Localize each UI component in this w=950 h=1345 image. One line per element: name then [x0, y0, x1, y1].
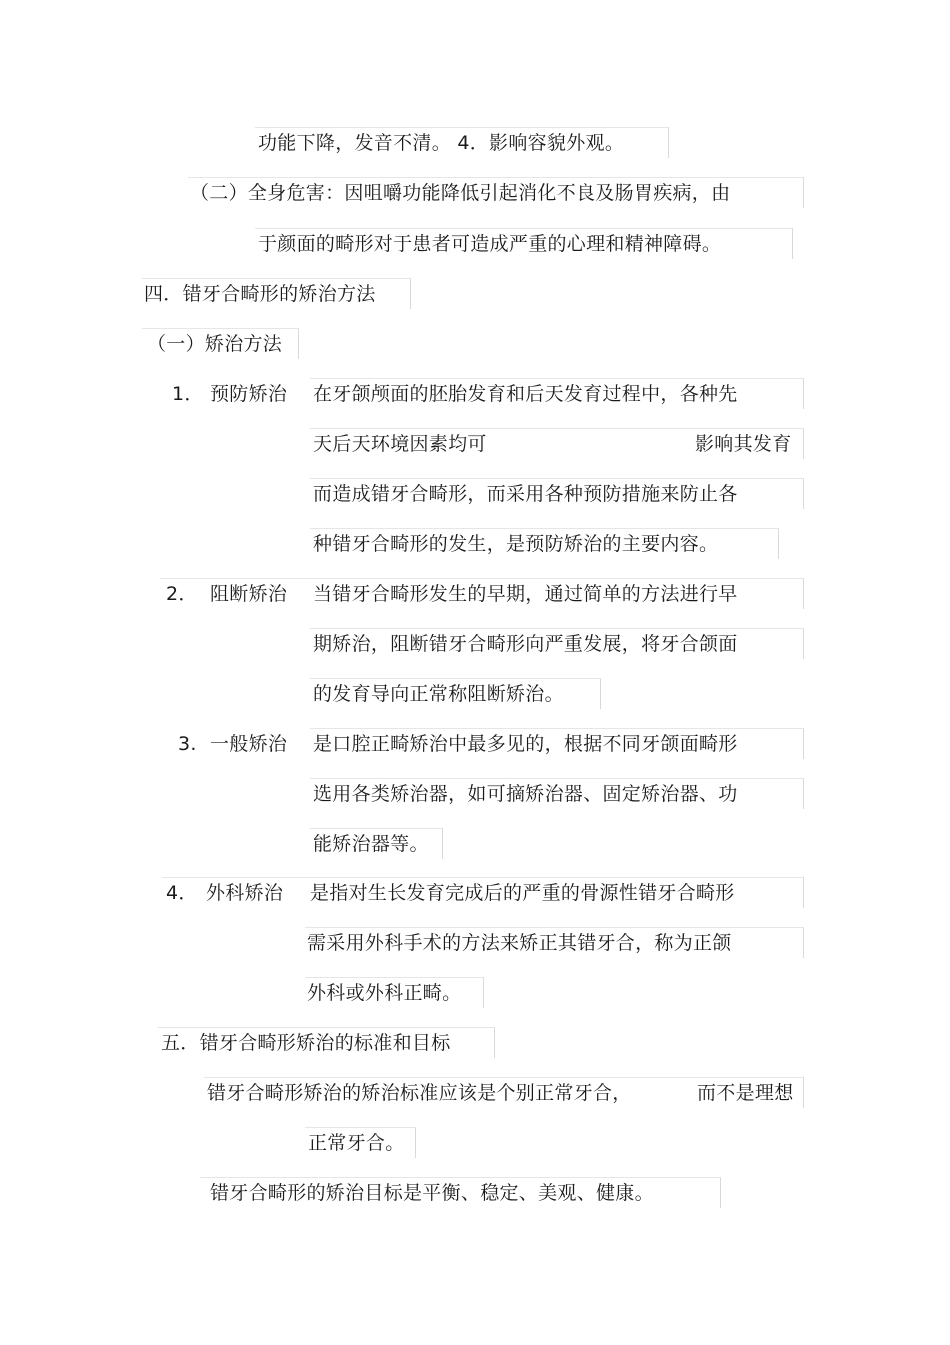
item-number: 2．	[166, 583, 198, 605]
item-title: 外科矫治	[206, 882, 284, 904]
body-line: 错牙合畸形的矫治目标是平衡、稳定、美观、健康。	[210, 1182, 654, 1204]
item-text: 需采用外科手术的方法来矫正其错牙合，称为正颌	[307, 932, 732, 954]
body-line: 错牙合畸形矫治的矫治标准应该是个别正常牙合，	[207, 1082, 632, 1104]
subsection-heading: （一）矫治方法	[147, 333, 283, 355]
item-number: 1．	[172, 383, 204, 405]
item-text: 当错牙合畸形发生的早期，通过简单的方法进行早	[313, 583, 738, 605]
item-text: 外科或外科正畸。	[307, 982, 462, 1004]
body-line: 而不是理想	[697, 1082, 794, 1104]
item-text: 影响其发育	[695, 433, 792, 455]
item-text: 天后天环境因素均可	[313, 433, 487, 455]
item-text: 选用各类矫治器，如可摘矫治器、固定矫治器、功	[313, 783, 738, 805]
item-number: 4．	[166, 882, 198, 904]
item-number: 3.	[178, 733, 197, 755]
body-line: （二）全身危害：因咀嚼功能降低引起消化不良及肠胃疾病，由	[190, 182, 731, 204]
item-text: 是指对生长发育完成后的严重的骨源性错牙合畸形	[310, 882, 735, 904]
item-title: 一般矫治	[210, 733, 288, 755]
item-text: 是口腔正畸矫治中最多见的，根据不同牙颌面畸形	[313, 733, 738, 755]
item-text: 能矫治器等。	[313, 833, 429, 855]
item-title: 阻断矫治	[210, 583, 288, 605]
item-text: 在牙颌颅面的胚胎发育和后天发育过程中，各种先	[313, 383, 738, 405]
item-text: 期矫治，阻断错牙合畸形向严重发展，将牙合颌面	[313, 633, 738, 655]
body-line: 于颜面的畸形对于患者可造成严重的心理和精神障碍。	[258, 233, 722, 255]
item-text: 的发育导向正常称阻断矫治。	[313, 683, 564, 705]
section-heading: 五．错牙合畸形矫治的标准和目标	[161, 1032, 451, 1054]
body-line: 功能下降，发音不清。 4．影响容貌外观。	[258, 132, 625, 154]
section-heading: 四．错牙合畸形的矫治方法	[144, 283, 376, 305]
item-text: 种错牙合畸形的发生，是预防矫治的主要内容。	[313, 533, 719, 555]
item-title: 预防矫治	[210, 383, 288, 405]
body-line: 正常牙合。	[308, 1132, 405, 1154]
item-text: 而造成错牙合畸形，而采用各种预防措施来防止各	[313, 483, 738, 505]
